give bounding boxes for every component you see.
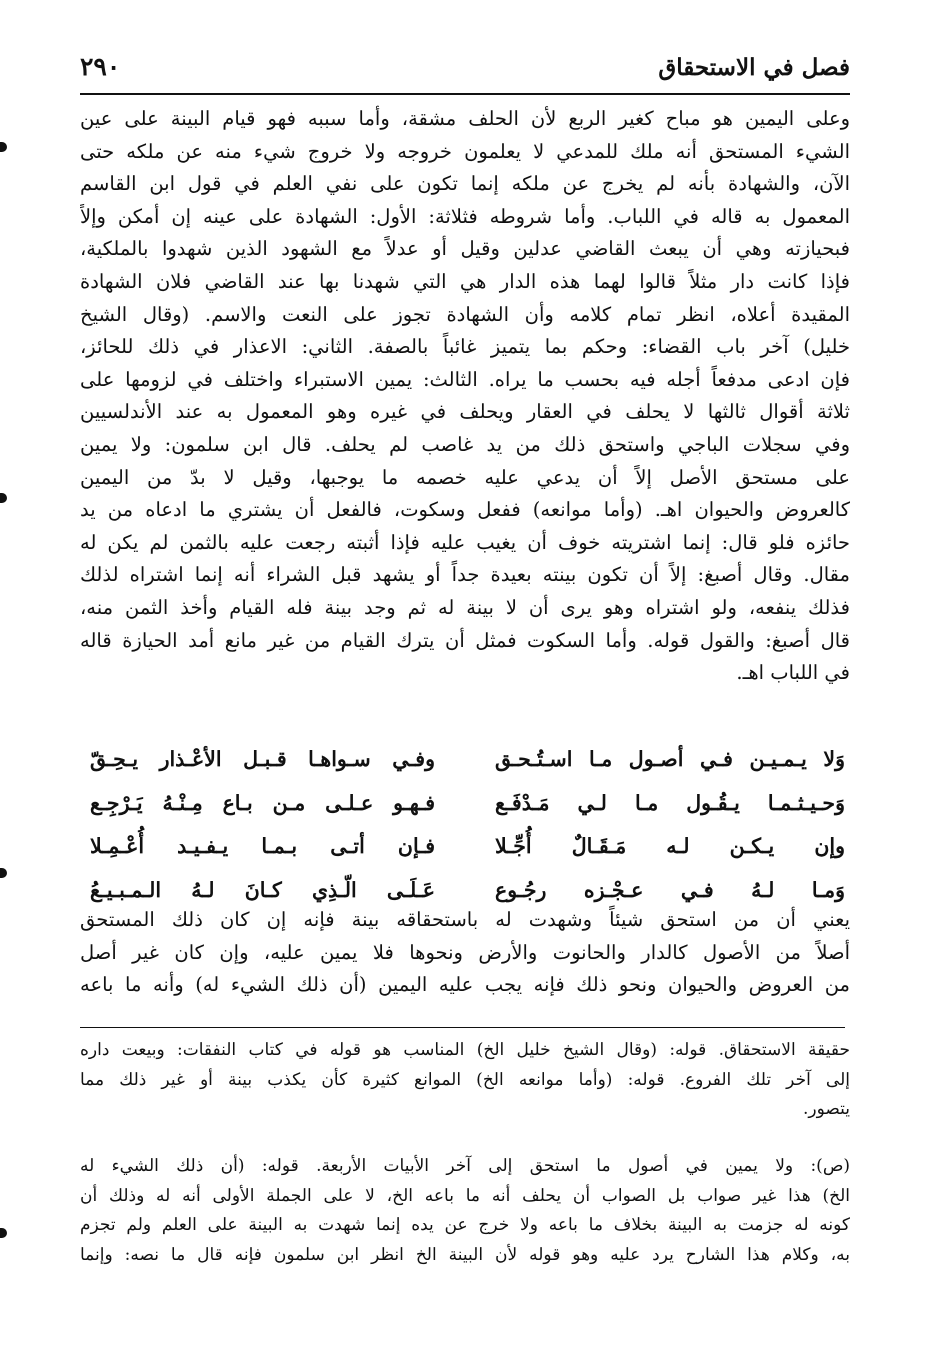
footnote-rule [80, 1027, 845, 1028]
verse-line [90, 738, 845, 782]
verse-first-hemistich: وَحـيـثـمـا يـقُـول مـا لـي مَـدْفَـع [495, 790, 845, 815]
footnotes-2 [80, 1152, 850, 1270]
binding-hole-mark [0, 1228, 7, 1238]
text-line: حائزه فلو قال: إنما اشتريته خوف أن يغيب عليه فإذا أثبته رجعت عليه بالثمن لم يكن له [80, 530, 850, 554]
footnote-line: كونه له جزمت به البينة بخلاف ما باعه ولا خرج عن يده إنما شهدت به البينة على العلم ولم تجزم [80, 1215, 850, 1235]
text-line: وفي سجلات الباجي واستحق ذلك من يد غاصب لم يحلف. قال ابن سلمون: ولا يمين [80, 432, 850, 456]
verse-second-hemistich: فـهـو عـلـى مـن بـاع مِـنْـهُ يَـرْجِـع [90, 790, 435, 815]
page-header [80, 52, 850, 88]
text-line: على مستحق الأصل إلاً أن يدعي عليه خصمه ما يوجبها، وقيل لا بدّ من اليمين [80, 465, 850, 489]
text-line: فبحيازته وهي أن يبعث القاضي عدلين وقيل أو عدلاً مع الشهود الذين شهدوا بالملكية، [80, 237, 850, 261]
footnote-line: (ص): ولا يمين في أصول ما استحق إلى آخر الأبيات الأربعة. قوله: (أن ذلك الشيء له [80, 1156, 850, 1176]
verse-second-hemistich: فـإن أتـى بـمـا يـفـيـد أُعْـمِـلا [90, 834, 435, 858]
footnote-line: إلى آخر تلك الفروع. قوله: (وأما موانعه الخ) الموانع كثيرة كأن يكذب بينة أو غير ذلك مما [80, 1069, 850, 1090]
text-line: الشيء المستحق أنه ملك للمدعي لا يعلمون خروجه ولا خروج شيء منه عن ملكه حتى [80, 139, 850, 163]
binding-hole-mark [0, 493, 7, 503]
text-line: فذلك ينفعه، ولو اشتراه وهو يرى أن لا بينة له ثم وجد بينة فله القيام وأخذ الثمن منه، [80, 595, 850, 619]
verse-block [90, 738, 845, 912]
header-rule [80, 93, 850, 95]
text-line: وعلى اليمين هو مباح كغير الربع لأن الحلف مشقة، وأما سببه فهو قيام البينة على عين [80, 107, 850, 130]
text-line: فإن ادعى مدفعاً أجله فيه بحسب ما يراه. الثالث: يمين الاستبراء واختلف في لزومها على [80, 367, 850, 391]
page-number: ٢٩٠ [80, 52, 121, 81]
chapter-title: فصل في الاستحقاق [658, 54, 850, 81]
verse-first-hemistich: وَمـا لـهُ فـي عـجْـزه رجُـوع [495, 877, 845, 902]
verse-line [90, 782, 845, 826]
footnote-line: يتصور. [803, 1099, 850, 1119]
verse-line [90, 825, 845, 869]
footnote-line: به، وكلام هذا الشارح يرد عليه وهو قوله لأن البينة الخ انظر ابن سلمون فإنه قال ما نصه: وإنما [80, 1244, 850, 1265]
binding-hole-mark [0, 142, 7, 152]
text-line: ثلاثة أقوال ثالثها لا يحلف في العقار ويحلف في غيره وهو المعمول به عند الأندلسيين [80, 400, 850, 424]
footnote-line: حقيقة الاستحقاق. قوله: (وقال الشيخ خليل الخ) المناسب هو قوله في كتاب النفقات: وبيعت داره [80, 1040, 850, 1060]
verse-second-hemistich: وفـي سـواهـا قـبـل الأعْـذار يـحِـقّ [90, 747, 435, 771]
text-line: الآن، والشهادة بأنه لم يخرج عن ملكه إنما تكون على نفي العلم في قول ابن القاسم [80, 172, 850, 196]
main-text [80, 103, 850, 690]
text-line: من العروض والحيوان ونحو ذلك فإنه يجب عليه اليمين (أن ذلك الشيء له) وأنه ما باعه [80, 973, 850, 997]
text-line: قال أصبغ: والقول قوله. وأما السكوت فمثل أن يترك القيام من غير مانع أمد الحيازة قاله [80, 628, 850, 652]
main-text-continued [80, 904, 850, 1002]
text-line: المعمول به قاله في اللباب. وأما شروطه فثلاثة: الأول: الشهادة على عينه إن أمكن وإلاً [80, 204, 850, 228]
text-line: المقيدة أعلاه، انظر تمام كلامه وأن الشهادة تجوز على النعت والاسم. (وقال الشيخ [80, 302, 850, 326]
verse-first-hemistich: وإن يـكـن لـه مَـقَـالٌ أُجِّـلا [495, 834, 845, 858]
footnote-line: الخ) هذا غير صواب بل الصواب أن يحلف أنه ما باعه الخ، لا على الجملة الأولى أنه له وذلك أن [80, 1185, 850, 1206]
footnotes-1 [80, 1036, 850, 1125]
text-line: في اللباب اهـ. [736, 661, 850, 685]
text-line: يعني أن من استحق شيئاً وشهدت له باستحقاقه بينة فإنه إن كان ذلك المستحق [80, 908, 850, 931]
verse-first-hemistich: وَلا يـمـيـن فـي أصـول مـا اسـتُـحـق [495, 747, 845, 771]
text-line: أصلاً من الأصول كالدار والحانوت والأرض ونحوها فلا يمين عليه، وإن كان غير أصل [80, 940, 850, 964]
text-line: مقال. وقال أصبغ: إلاً أن تكون بينته بعيدة جداً أو يشهد قبل الشراء أنه إنما اشتراه لذلك [80, 563, 850, 587]
text-line: خليل) آخر باب القضاء: وحكم بما يتميز غائباً بالصفة. الثاني: الاعذار في ذلك للحائز، [80, 335, 850, 359]
text-line: كالعروض والحيوان اهـ. (وأما موانعه) ففعل وسكوت، فالفعل أن يشتري ما ادعاه من يد [80, 498, 850, 522]
verse-second-hemistich: عَـلَـى الّـذِي كـانَ لـهُ الـمـبـيـعُ [90, 877, 435, 902]
binding-hole-mark [0, 868, 7, 878]
text-line: فإذا كانت دار مثلاً قالوا لهما هذه الدار هي التي شهدنا بها عند القاضي فلان الشهادة [80, 269, 850, 293]
